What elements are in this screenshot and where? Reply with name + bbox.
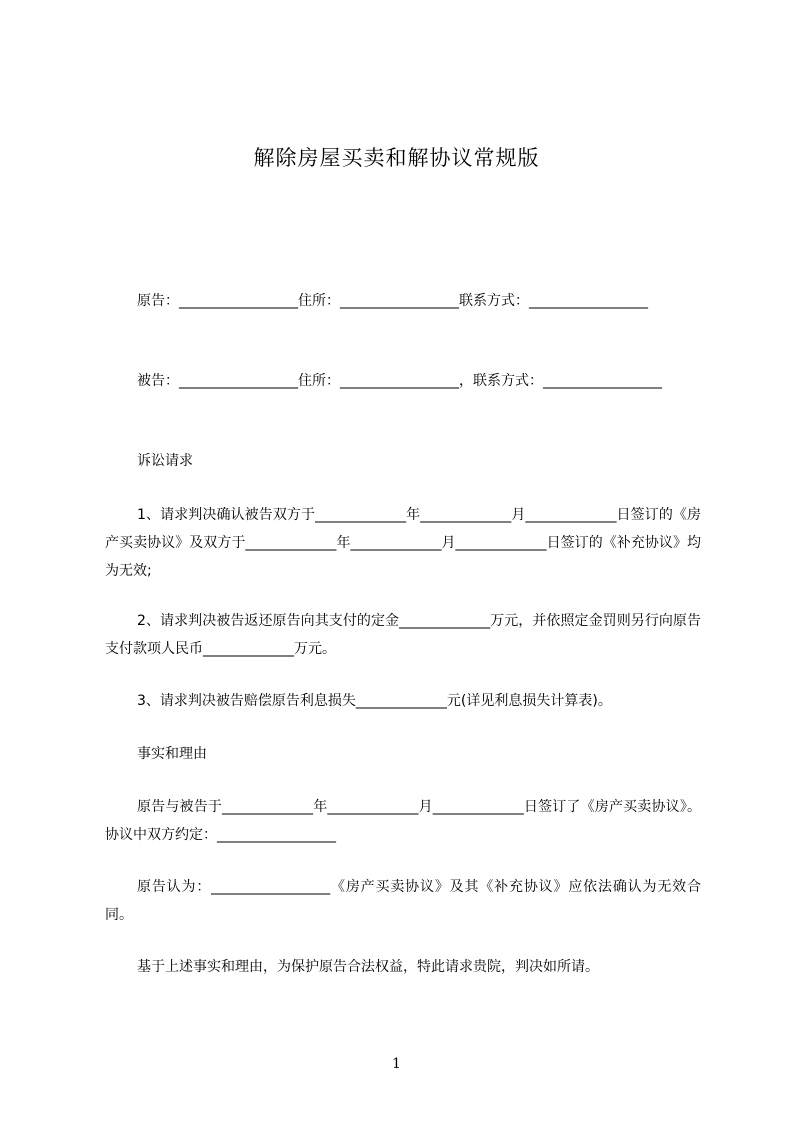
section-heading-facts: 事实和理由 [137, 746, 207, 762]
claim-item-3: 3、请求判决被告赔偿原告利息损失_____________元(详见利息损失计算表)。 [137, 693, 612, 709]
section-heading-claims: 诉讼请求 [137, 453, 193, 469]
plaintiff-line: 原告：_________________住所：_________________联系方式：_________________ [137, 293, 648, 309]
page-number: 1 [392, 1056, 401, 1072]
claim-item-1: 1、请求判决确认被告双方于_____________年_____________月_____________日签订的《房产买卖协议》及双方于_____________年_____________月_____________日签订的《补充协议》均为无效; [105, 507, 701, 579]
claim-item-2: 2、请求判决被告返还原告向其支付的定金_____________万元，并依照定金罚则另行向原告支付款项人民币_____________万元。 [105, 613, 701, 657]
document-title: 解除房屋买卖和解协议常规版 [253, 146, 540, 170]
defendant-line: 被告：_________________住所：_________________，联系方式：_________________ [137, 373, 662, 389]
conclusion-paragraph: 基于上述事实和理由，为保护原告合法权益，特此请求贵院，判决如所请。 [137, 959, 599, 975]
opinion-paragraph: 原告认为：_________________《房产买卖协议》及其《补充协议》应依法确认为无效合同。 [105, 879, 701, 923]
facts-paragraph: 原告与被告于_____________年_____________月_____________日签订了《房产买卖协议》。协议中双方约定：_________________ [105, 799, 701, 843]
